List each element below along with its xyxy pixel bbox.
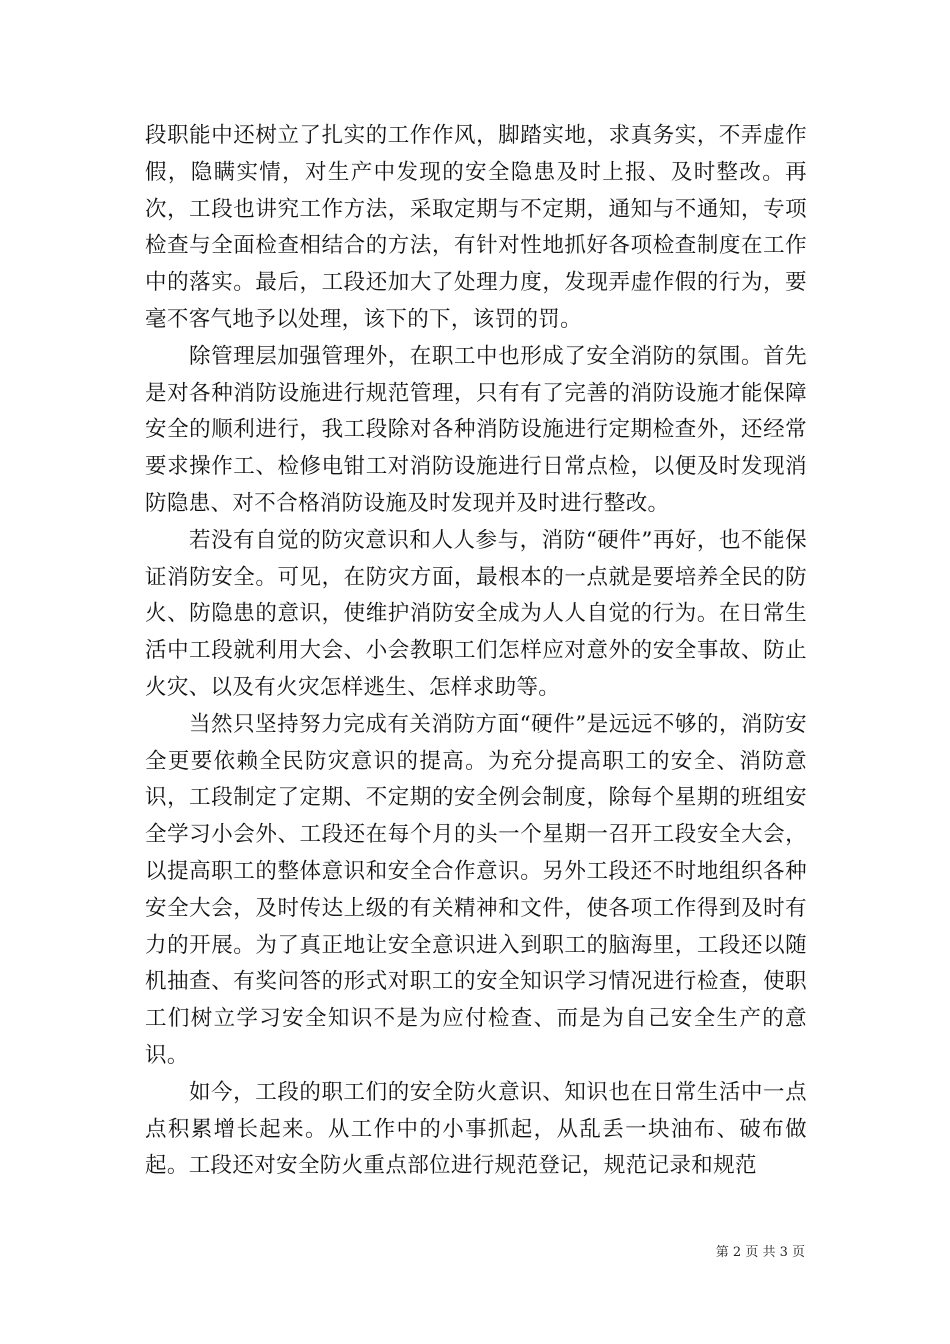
page-number-footer: 第 2 页 共 3 页 xyxy=(715,1245,805,1260)
document-body xyxy=(145,118,807,1185)
paragraph-5: 如今，工段的职工们的安全防火意识、知识也在日常生活中一点点积累增长起来。从工作中的小事抓起，从乱丢一块油布、破布做起。工段还对安全防火重点部位进行规范登记，规范记录和规范 xyxy=(145,1079,807,1179)
paragraph-2: 除管理层加强管理外，在职工中也形成了安全消防的氛围。首先是对各种消防设施进行规范管理，只有有了完善的消防设施才能保障安全的顺利进行，我工段除对各种消防设施进行定期检查外，还经常要求操作工、检修电钳工对消防设施进行日常点检，以便及时发现消防隐患、对不合格消防设施及时发现并及时进行整改。 xyxy=(145,343,807,516)
paragraph-1: 段职能中还树立了扎实的工作作风，脚踏实地，求真务实，不弄虚作假，隐瞒实情，对生产中发现的安全隐患及时上报、及时整改。再次，工段也讲究工作方法，采取定期与不定期，通知与不通知，专项检查与全面检查相结合的方法，有针对性地抓好各项检查制度在工作中的落实。最后，工段还加大了处理力度，发现弄虚作假的行为，要毫不客气地予以处理，该下的下，该罚的罚。 xyxy=(145,123,807,332)
paragraph-4: 当然只坚持努力完成有关消防方面“硬件”是远远不够的，消防安全更要依赖全民防灾意识的提高。为充分提高职工的安全、消防意识，工段制定了定期、不定期的安全例会制度，除每个星期的班组安全学习小会外、工段还在每个月的头一个星期一召开工段安全大会，以提高职工的整体意识和安全合作意识。另外工段还不时地组织各种安全大会，及时传达上级的有关精神和文件，使各项工作得到及时有力的开展。为了真正地让安全意识进入到职工的脑海里，工段还以随机抽查、有奖问答的形式对职工的安全知识学习情况进行检查，使职工们树立学习安全知识不是为应付检查、而是为自己安全生产的意识。 xyxy=(145,711,807,1068)
paragraph-3: 若没有自觉的防灾意识和人人参与，消防“硬件”再好，也不能保证消防安全。可见，在防灾方面，最根本的一点就是要培养全民的防火、防隐患的意识，使维护消防安全成为人人自觉的行为。在日常生活中工段就利用大会、小会教职工们怎样应对意外的安全事故、防止火灾、以及有火灾怎样逃生、怎样求助等。 xyxy=(145,527,807,700)
